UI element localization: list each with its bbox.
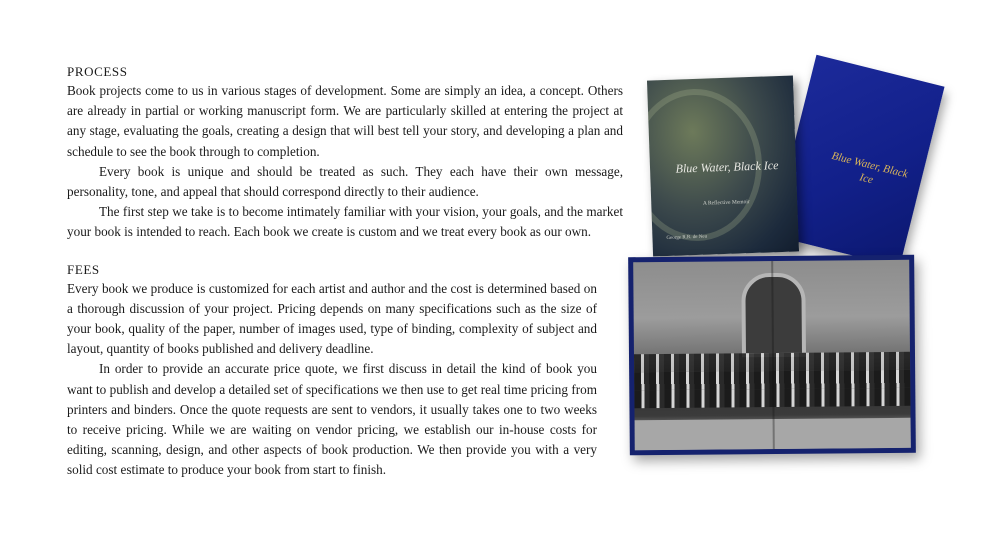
dust-jacket-image [647,76,799,257]
fees-paragraph-1: Every book we produce is customized for each artist and author and the cost is determined based on a thorough discussion of your project. Pricing depends on many specifications such as the size of your book, quality of the paper, number of images used, type of binding, complexity of subject and layout, quantity of books published and delivery deadline. [67,280,597,357]
jacket-author: George R.R. de Neu [666,234,708,242]
fees-heading: FEES [67,261,100,277]
fees-paragraph-2: In order to provide an accurate price quote, we first discuss in detail the kind of book you want to publish and develop a detailed set of specifications we then use to get real time pricing from printers and binders. Once the quote requests are sent to vendors, it usually takes one to two weeks to receive pricing. While we are waiting on vendor pricing, we establish our in-house costs for editing, scanning, design, and other aspects of book production. We then provide you with a very solid cost estimate to produce your book from start to finish. [67,361,597,478]
process-section [67,64,623,243]
fees-section [67,262,623,481]
open-book-spread-image [628,255,916,455]
blue-book-cover-title: Blue Water, Black Ice [830,149,910,187]
group-photo [633,260,911,450]
process-paragraph-1: Book projects come to us in various stages of development. Some are simply an idea, a concept. Others are already in partial or working manuscript form. We are particularly skilled at entering the project at any stage, evaluating the goals, creating a design that will best tell your story, and developing a plan and schedule to see the book through to completion. [67,83,623,159]
text-column [67,64,623,481]
jacket-title: Blue Water, Black Ice [675,158,779,176]
jacket-subtitle: A Reflective Memoir [702,199,750,207]
process-heading: PROCESS [67,64,128,79]
process-paragraph-3: The first step we take is to become intimately familiar with your vision, your goals, and the market your book is intended to reach. Each book we create is custom and we treat every book as our own. [67,204,623,240]
process-paragraph-2: Every book is unique and should be treated as such. They each have their own message, personality, tone, and appeal that should correspond directly to their audience. [67,163,623,200]
